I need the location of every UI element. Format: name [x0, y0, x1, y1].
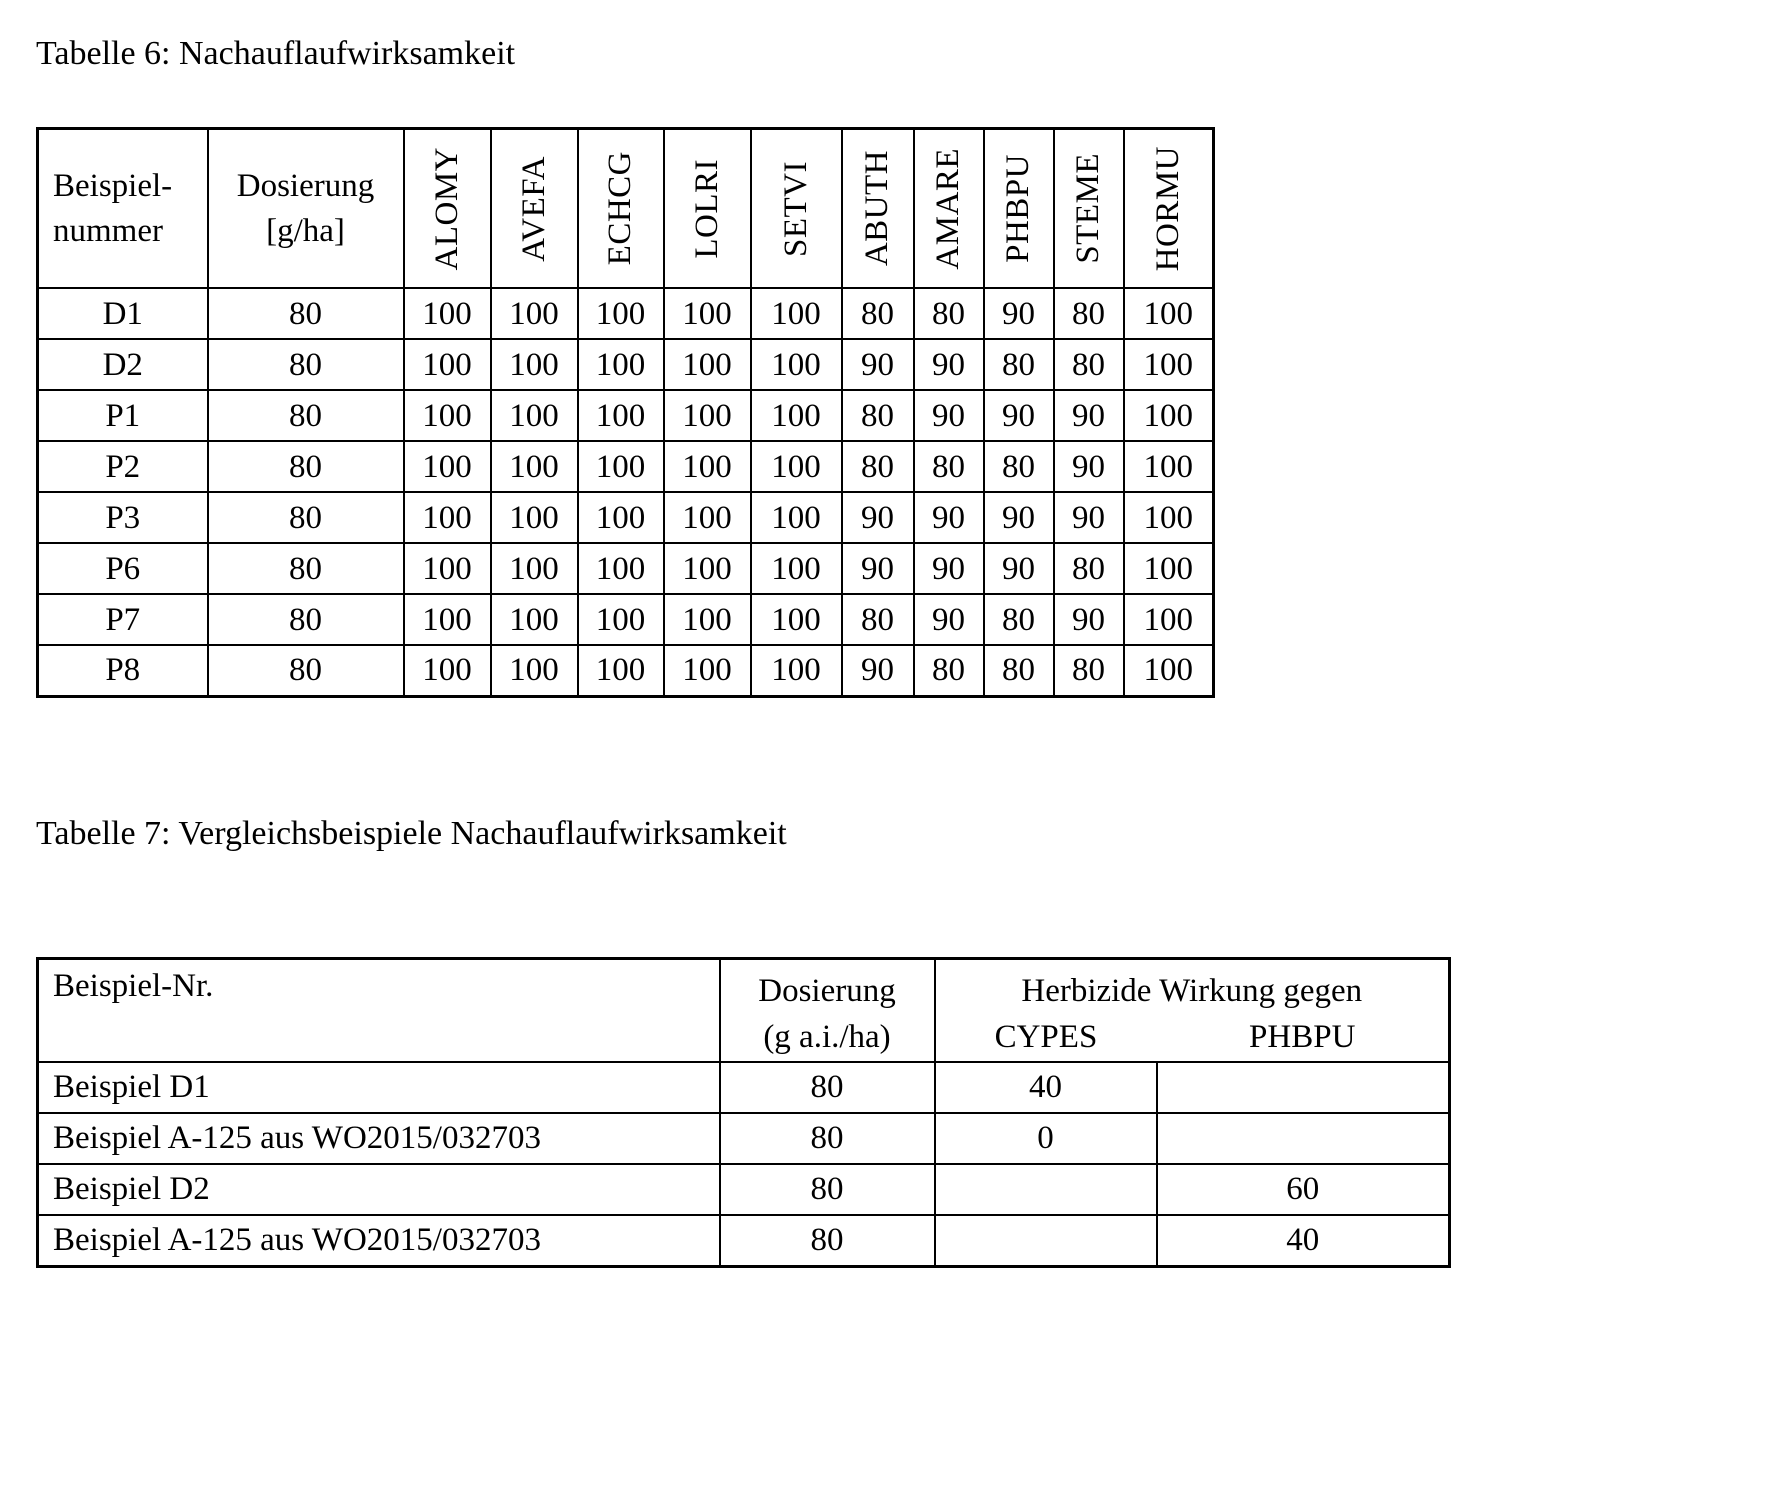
rotated-species-label: AMARE	[930, 147, 966, 270]
efficacy-value-cell: 100	[578, 594, 664, 645]
dose-cell: 80	[208, 543, 404, 594]
efficacy-value-cell: 100	[491, 441, 578, 492]
table6-header-species-steme	[1054, 128, 1124, 288]
header-line: Herbizide Wirkung gegen	[1021, 972, 1363, 1009]
efficacy-value-cell: 100	[1124, 288, 1214, 339]
table7-header-example-nr: Beispiel-Nr.	[38, 958, 720, 1062]
example-number-cell: P2	[38, 441, 208, 492]
efficacy-value-cell: 100	[404, 594, 491, 645]
table6-header-species-echcg	[578, 128, 664, 288]
cypes-value-cell: 40	[935, 1062, 1157, 1113]
example-label-cell: Beispiel D2	[38, 1164, 720, 1215]
efficacy-value-cell: 80	[1054, 339, 1124, 390]
example-number-cell: P3	[38, 492, 208, 543]
example-number-cell: D1	[38, 288, 208, 339]
efficacy-value-cell: 80	[1054, 645, 1124, 696]
table6-header-species-lolri	[664, 128, 751, 288]
efficacy-value-cell: 80	[842, 390, 914, 441]
efficacy-value-cell: 90	[842, 543, 914, 594]
efficacy-value-cell: 100	[578, 543, 664, 594]
dose-cell: 80	[208, 339, 404, 390]
efficacy-value-cell: 100	[404, 288, 491, 339]
efficacy-value-cell: 100	[1124, 492, 1214, 543]
cypes-value-cell	[935, 1215, 1157, 1266]
efficacy-value-cell: 100	[664, 441, 751, 492]
efficacy-value-cell: 100	[578, 645, 664, 696]
efficacy-value-cell: 100	[751, 492, 842, 543]
rotated-species-label: ALOMY	[428, 146, 465, 271]
table-row	[38, 1164, 1450, 1215]
table6-header-species-phbpu	[984, 128, 1054, 288]
table7	[36, 957, 1451, 1268]
table6-header-species-setvi	[751, 128, 842, 288]
table-row	[38, 390, 1214, 441]
efficacy-value-cell: 100	[1124, 390, 1214, 441]
example-label-cell: Beispiel A-125 aus WO2015/032703	[38, 1113, 720, 1164]
table6-header-species-amare	[914, 128, 984, 288]
cypes-value-cell: 0	[935, 1113, 1157, 1164]
table7-header-row	[38, 958, 1450, 1062]
table6-body	[38, 288, 1214, 696]
header-line: Dosierung	[236, 168, 375, 204]
efficacy-value-cell: 100	[664, 339, 751, 390]
phbpu-value-cell: 60	[1157, 1164, 1450, 1215]
efficacy-value-cell: 80	[842, 441, 914, 492]
efficacy-value-cell: 100	[491, 594, 578, 645]
table7-header-cypes: CYPES	[994, 1018, 1098, 1055]
efficacy-value-cell: 100	[664, 594, 751, 645]
cypes-value-cell	[935, 1164, 1157, 1215]
table6-header-species-alomy	[404, 128, 491, 288]
efficacy-value-cell: 90	[1054, 594, 1124, 645]
dose-cell: 80	[720, 1164, 935, 1215]
example-number-cell: P7	[38, 594, 208, 645]
efficacy-value-cell: 90	[842, 645, 914, 696]
efficacy-value-cell: 100	[664, 288, 751, 339]
efficacy-value-cell: 100	[404, 339, 491, 390]
efficacy-value-cell: 100	[751, 288, 842, 339]
efficacy-value-cell: 90	[842, 492, 914, 543]
header-line: [g/ha]	[266, 212, 345, 249]
efficacy-value-cell: 100	[1124, 339, 1214, 390]
efficacy-value-cell: 90	[1054, 390, 1124, 441]
efficacy-value-cell: 80	[984, 441, 1054, 492]
efficacy-value-cell: 100	[751, 339, 842, 390]
efficacy-value-cell: 100	[491, 492, 578, 543]
rotated-species-label: PHBPU	[1000, 154, 1036, 263]
example-number-cell: P6	[38, 543, 208, 594]
table6	[36, 127, 1215, 698]
efficacy-value-cell: 100	[404, 645, 491, 696]
efficacy-value-cell: 100	[751, 543, 842, 594]
efficacy-value-cell: 100	[1124, 441, 1214, 492]
efficacy-value-cell: 90	[914, 594, 984, 645]
table-row	[38, 1062, 1450, 1113]
example-number-cell: D2	[38, 339, 208, 390]
efficacy-value-cell: 90	[914, 543, 984, 594]
efficacy-value-cell: 100	[664, 645, 751, 696]
table-row	[38, 288, 1214, 339]
table-row	[38, 645, 1214, 696]
table-row	[38, 492, 1214, 543]
efficacy-value-cell: 90	[1054, 492, 1124, 543]
efficacy-value-cell: 80	[842, 594, 914, 645]
dose-cell: 80	[720, 1113, 935, 1164]
efficacy-value-cell: 80	[984, 645, 1054, 696]
efficacy-value-cell: 100	[491, 645, 578, 696]
efficacy-value-cell: 100	[578, 390, 664, 441]
efficacy-value-cell: 100	[751, 645, 842, 696]
table-row	[38, 339, 1214, 390]
example-number-cell: P8	[38, 645, 208, 696]
rotated-species-label: HORMU	[1149, 145, 1186, 272]
table-row	[38, 441, 1214, 492]
table6-title: Tabelle 6: Nachauflaufwirksamkeit	[36, 35, 516, 72]
dose-cell: 80	[208, 492, 404, 543]
example-label-cell: Beispiel D1	[38, 1062, 720, 1113]
header-line: (g a.i./ha)	[763, 1018, 891, 1055]
table6-header-species-hormu	[1124, 128, 1214, 288]
table-row	[38, 543, 1214, 594]
example-label-cell: Beispiel A-125 aus WO2015/032703	[38, 1215, 720, 1266]
effect-subheaders	[936, 1014, 1449, 1060]
efficacy-value-cell: 80	[984, 339, 1054, 390]
table7-header-herbicide-effect	[935, 958, 1450, 1062]
rotated-species-label: ECHCG	[602, 151, 638, 266]
efficacy-value-cell: 100	[491, 339, 578, 390]
efficacy-value-cell: 90	[984, 492, 1054, 543]
efficacy-value-cell: 80	[914, 288, 984, 339]
efficacy-value-cell: 100	[491, 390, 578, 441]
header-line: nummer	[53, 212, 163, 249]
dose-cell: 80	[208, 390, 404, 441]
efficacy-value-cell: 100	[751, 390, 842, 441]
table6-header-species-abuth	[842, 128, 914, 288]
dose-cell: 80	[720, 1062, 935, 1113]
efficacy-value-cell: 100	[1124, 645, 1214, 696]
efficacy-value-cell: 100	[578, 492, 664, 543]
efficacy-value-cell: 100	[1124, 594, 1214, 645]
table6-header-species-avefa	[491, 128, 578, 288]
table6-header-example-number	[38, 128, 208, 288]
efficacy-value-cell: 80	[842, 288, 914, 339]
efficacy-value-cell: 90	[914, 339, 984, 390]
dose-cell: 80	[720, 1215, 935, 1266]
efficacy-value-cell: 80	[1054, 288, 1124, 339]
dose-cell: 80	[208, 288, 404, 339]
efficacy-value-cell: 100	[404, 441, 491, 492]
efficacy-value-cell: 100	[404, 492, 491, 543]
phbpu-value-cell	[1157, 1113, 1450, 1164]
phbpu-value-cell	[1157, 1062, 1450, 1113]
dose-cell: 80	[208, 441, 404, 492]
efficacy-value-cell: 100	[751, 441, 842, 492]
efficacy-value-cell: 100	[491, 288, 578, 339]
efficacy-value-cell: 100	[578, 288, 664, 339]
dose-cell: 80	[208, 594, 404, 645]
phbpu-value-cell: 40	[1157, 1215, 1450, 1266]
efficacy-value-cell: 100	[751, 594, 842, 645]
efficacy-value-cell: 100	[1124, 543, 1214, 594]
efficacy-value-cell: 90	[914, 492, 984, 543]
table-row	[38, 1215, 1450, 1266]
rotated-species-label: AVEFA	[515, 155, 552, 262]
efficacy-value-cell: 100	[664, 390, 751, 441]
efficacy-value-cell: 100	[664, 543, 751, 594]
header-line: Dosierung	[758, 972, 896, 1009]
efficacy-value-cell: 90	[842, 339, 914, 390]
table7-body	[38, 1062, 1450, 1266]
efficacy-value-cell: 100	[404, 543, 491, 594]
efficacy-value-cell: 80	[984, 594, 1054, 645]
efficacy-value-cell: 100	[578, 339, 664, 390]
efficacy-value-cell: 80	[914, 441, 984, 492]
table7-title: Tabelle 7: Vergleichsbeispiele Nachauflaufwirksamkeit	[36, 814, 787, 852]
table7-header-phbpu: PHBPU	[1249, 1018, 1356, 1055]
rotated-species-label: SETVI	[777, 160, 814, 257]
efficacy-value-cell: 90	[984, 543, 1054, 594]
efficacy-value-cell: 90	[914, 390, 984, 441]
table6-header-dose	[208, 128, 404, 288]
dose-cell: 80	[208, 645, 404, 696]
example-number-cell: P1	[38, 390, 208, 441]
table7-header-dose	[720, 958, 935, 1062]
efficacy-value-cell: 90	[1054, 441, 1124, 492]
efficacy-value-cell: 80	[914, 645, 984, 696]
efficacy-value-cell: 100	[578, 441, 664, 492]
rotated-species-label: LOLRI	[688, 158, 725, 259]
efficacy-value-cell: 90	[984, 390, 1054, 441]
table-row	[38, 1113, 1450, 1164]
table6-header-row	[38, 128, 1214, 288]
rotated-species-label: ABUTH	[859, 150, 895, 267]
table-row	[38, 594, 1214, 645]
header-line: Beispiel-	[53, 168, 173, 204]
efficacy-value-cell: 90	[984, 288, 1054, 339]
efficacy-value-cell: 100	[404, 390, 491, 441]
rotated-species-label: STEME	[1070, 153, 1106, 264]
efficacy-value-cell: 100	[664, 492, 751, 543]
efficacy-value-cell: 80	[1054, 543, 1124, 594]
efficacy-value-cell: 100	[491, 543, 578, 594]
